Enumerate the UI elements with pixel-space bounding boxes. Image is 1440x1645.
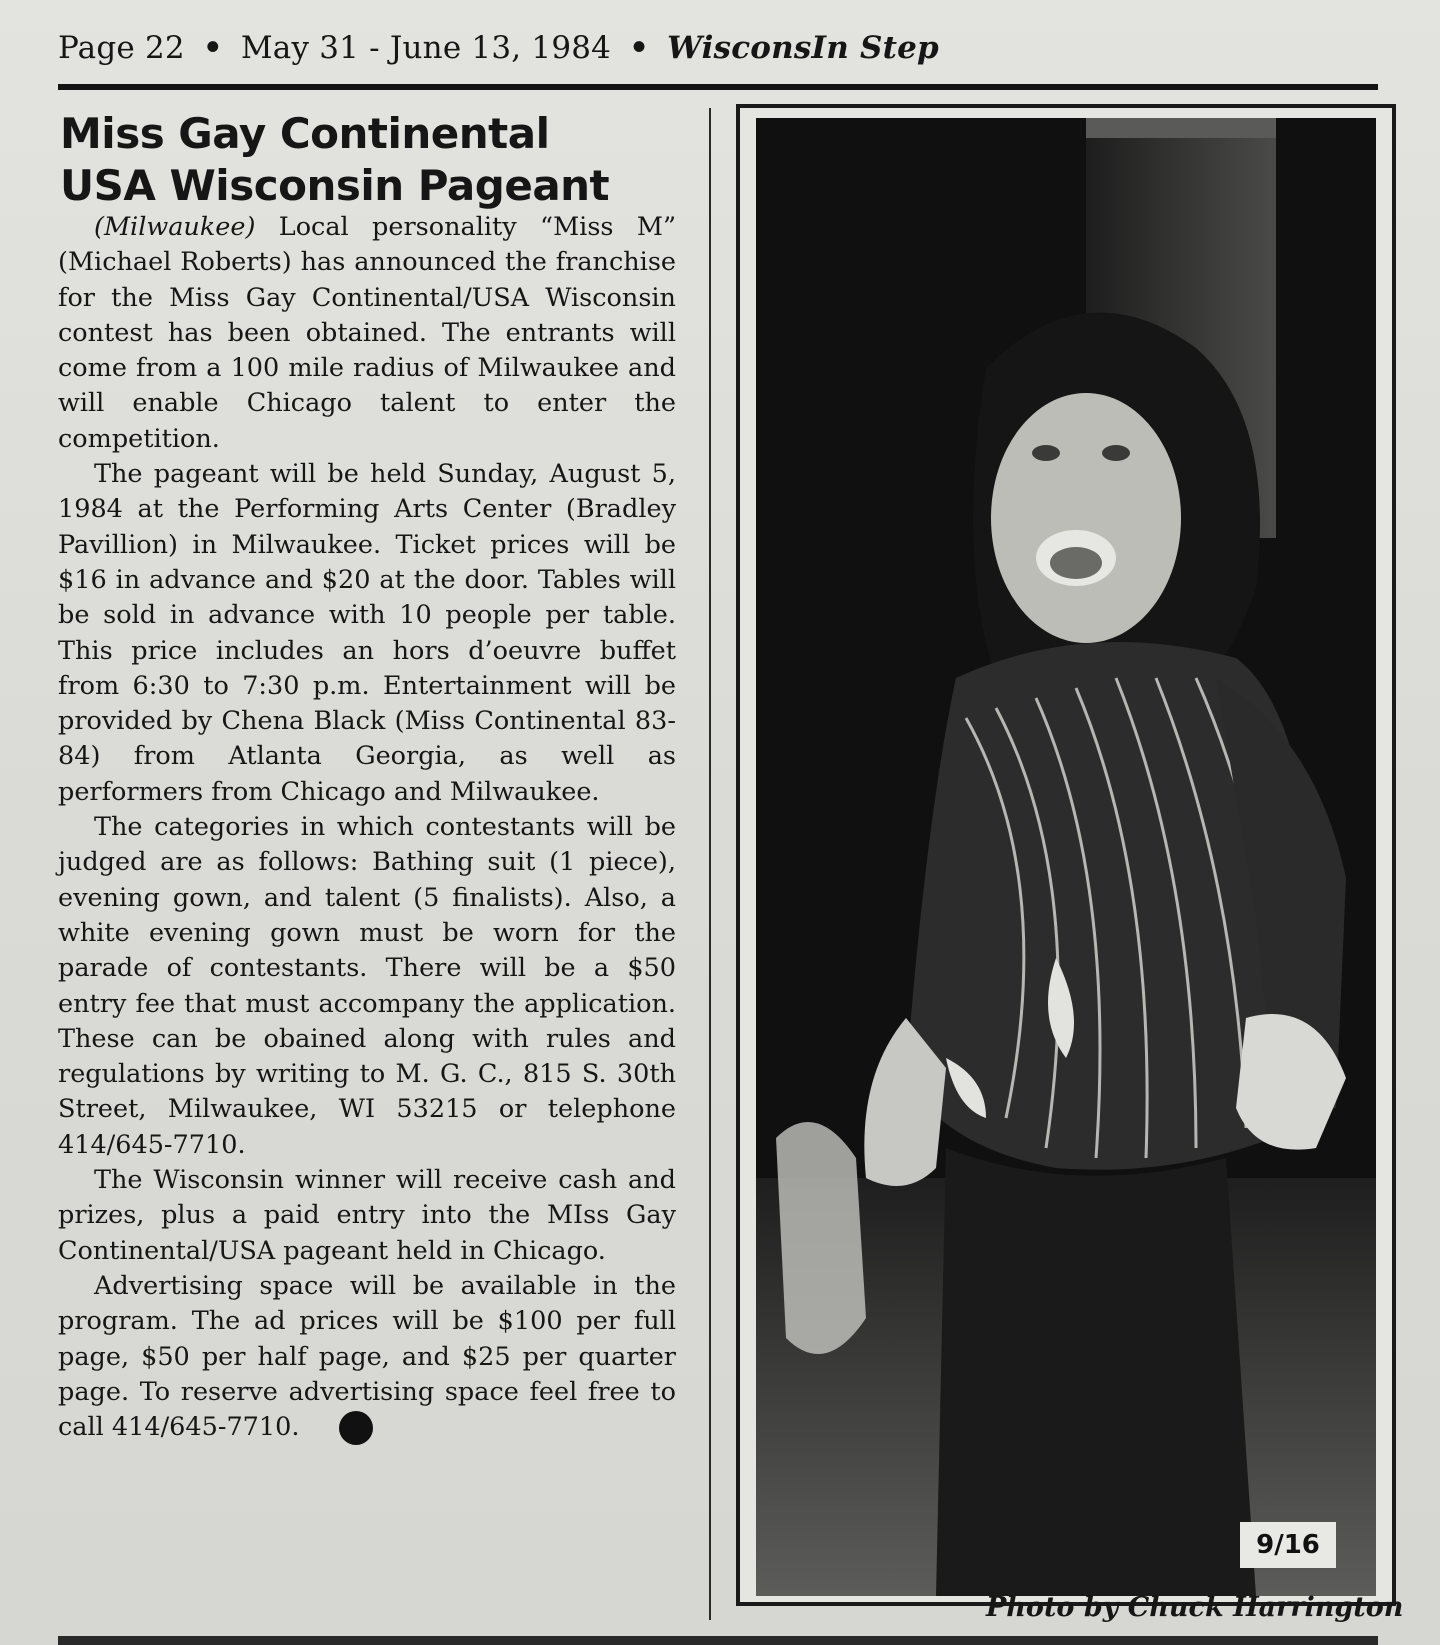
photograph <box>756 118 1376 1596</box>
paragraph-5-text: Advertising space will be available in the program. The ad prices will be $100 per full page, $50 per half page, and $25 per quarter page. To reserve advertising space feel free to call 414/645-7710. <box>58 1270 676 1443</box>
photo-illustration <box>756 118 1376 1596</box>
article-headline <box>60 108 700 212</box>
end-of-article-bullet <box>339 1411 373 1445</box>
page-number: Page 22 <box>58 30 185 66</box>
paragraph-3: The categories in which contestants will be judged are as follows: Bathing suit (1 piece), evening gown, and talent (5 finalists). Also, a white evening gown must be worn for the parade of contestants. There will be a $50 entry fee that must accompany the application. These can be obained along with rules and regulations by writing to M. G. C., 815 S. 30th Street, Milwaukee, WI 53215 or telephone 414/645-7710. <box>58 812 676 1160</box>
headline-line-1: Miss Gay Continental <box>60 109 550 158</box>
headline-line-2: USA Wisconsin Pageant <box>60 161 610 210</box>
paragraph-2: The pageant will be held Sunday, August 5, 1984 at the Performing Arts Center (Bradley Pavillion) in Milwaukee. Ticket prices will be $16 in advance and $20 at the door. Tables will be sold in advance with 10 people per table. This price includes an hors d’oeuvre buffet from 6:30 to 7:30 p.m. Entertainment will be provided by Chena Black (Miss Continental 83-84) from Atlanta Georgia, as well as performers from Chicago and Milwaukee. <box>58 459 676 807</box>
paragraph-5 <box>58 1269 676 1445</box>
publication-name: WisconsIn Step <box>667 30 939 66</box>
issue-date: May 31 - June 13, 1984 <box>240 30 612 66</box>
masthead <box>58 30 1378 80</box>
photo-number-label: 9/16 <box>1240 1522 1336 1568</box>
article-body <box>58 210 676 1445</box>
column-divider <box>709 108 711 1620</box>
paragraph-1 <box>58 210 676 457</box>
separator-dot: • <box>629 30 650 66</box>
photo-frame <box>736 104 1396 1606</box>
photo-credit: Photo by Chuck Harrington <box>986 1592 1404 1623</box>
paragraph-4: The Wisconsin winner will receive cash and prizes, plus a paid entry into the MIss Gay Continental/USA pageant held in Chicago. <box>58 1165 676 1266</box>
paragraph-1-text: Local personality “Miss M” (Michael Roberts) has announced the franchise for the Miss Gay Continental/USA Wisconsin contest has been obtained. The entrants will come from a 100 mile radius of Milwaukee and will enable Chicago talent to enter the competition. <box>58 212 677 454</box>
masthead-rule <box>58 84 1378 90</box>
separator-dot: • <box>202 30 223 66</box>
bottom-rule <box>58 1636 1378 1645</box>
dateline: (Milwaukee) <box>94 212 256 242</box>
